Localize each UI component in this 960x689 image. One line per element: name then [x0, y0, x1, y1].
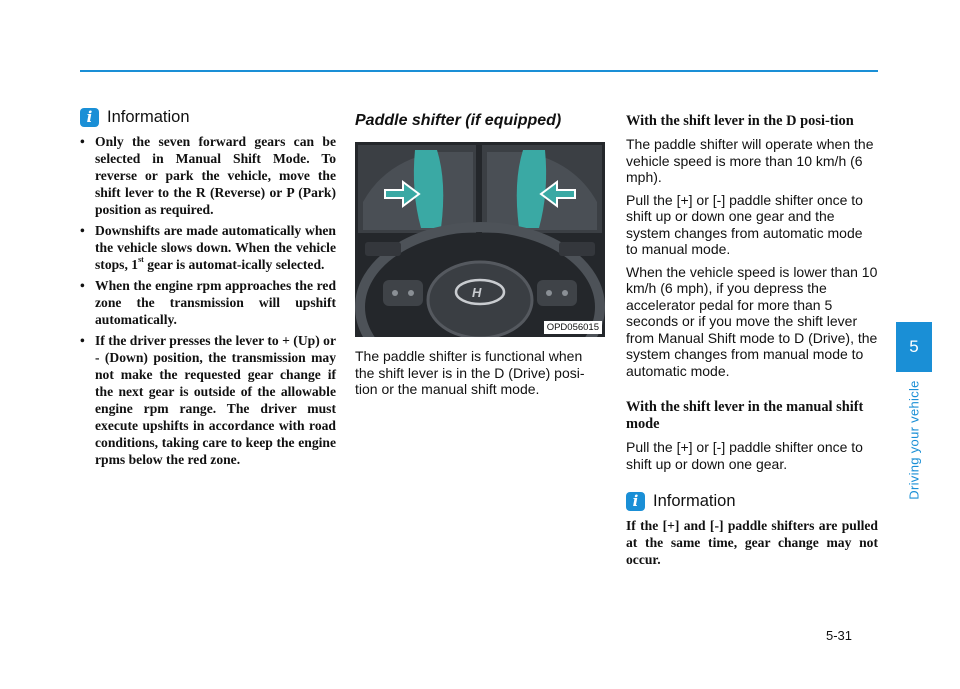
chapter-label: Driving your vehicle	[906, 380, 922, 500]
bullet-item: • When the engine rpm approaches the red zone the transmission will upshift automatically.	[80, 277, 336, 328]
information-box-left	[80, 108, 336, 472]
paragraph: When the vehicle speed is lower than 10 km/h (6 mph), if you depress the accelerator pedal for more than 5 seconds or if you move the shift lever from Manual Shift mode to D (Drive), the system changes from manual mode to automatic mode.	[626, 263, 878, 379]
paddle-shifter-section	[355, 108, 605, 404]
svg-text:H: H	[472, 285, 482, 300]
paddle-caption: The paddle shifter is functional when the shift lever is in the D (Drive) posi-tion or the manual shift mode.	[355, 348, 585, 397]
info-header	[80, 108, 336, 127]
d-position-heading: With the shift lever in the D posi-tion	[626, 113, 854, 129]
paragraph: Pull the [+] or [-] paddle shifter once to shift up or down one gear and the system changes from automatic mode to manual mode.	[626, 191, 863, 257]
steering-wheel-illustration	[355, 142, 605, 337]
info-bullet-list	[80, 133, 336, 468]
paragraph: The paddle shifter will operate when the vehicle speed is more than 10 km/h (6 mph).	[626, 136, 874, 185]
section-title: Paddle shifter (if equipped)	[355, 112, 562, 129]
info-title: Information	[653, 492, 736, 510]
info-icon: i	[80, 108, 99, 127]
info-note: If the [+] and [-] paddle shifters are pulled at the same time, gear change may not occur.	[626, 518, 878, 567]
image-code: OPD056015	[544, 321, 602, 334]
bullet-item: • Downshifts are made automatically when the vehicle slows down. When the vehicle stops, 1st gear is automat-ically selected.	[80, 222, 336, 273]
paddle-shifter-photo	[355, 142, 605, 337]
bullet-item: • Only the seven forward gears can be selected in Manual Shift Mode. To reverse or park the vehicle, move the shift lever to the R (Reverse) or P (Park) position as required.	[80, 133, 336, 218]
info-title: Information	[107, 108, 190, 126]
info-header	[626, 492, 878, 511]
shift-lever-section	[626, 108, 878, 568]
page-number: 5-31	[826, 628, 853, 643]
header-rule	[80, 70, 878, 72]
paragraph: Pull the [+] or [-] paddle shifter once to shift up or down one gear.	[626, 439, 863, 472]
chapter-tab: 5	[896, 322, 932, 372]
bullet-item: • If the driver presses the lever to + (Up) or - (Down) position, the transmission may not make the requested gear change if the next gear is outside of the allowable engine rpm range. The driver must execute upshifts in accordance with road conditions, taking care to keep the engine rpms below the red zone.	[80, 332, 336, 468]
manual-mode-heading: With the shift lever in the manual shift mode	[626, 399, 864, 432]
info-icon: i	[626, 492, 645, 511]
